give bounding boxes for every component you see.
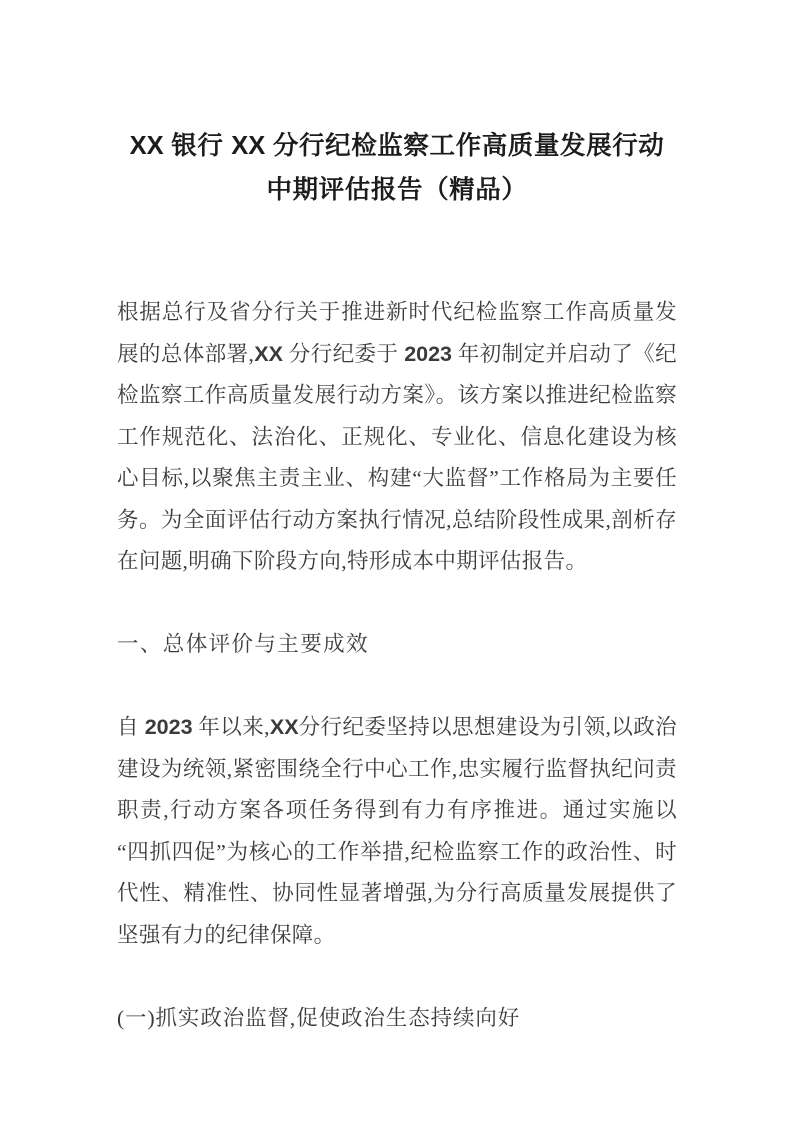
cjk-run: 分行纪委坚持以思想建设为引领,以政治建设为统领,紧密围绕全行中心工作,忠实履行监督执纪问责职责,行动方案各项任务得到有力有序推进。通过实施以“四抓四促”为核心的工作举措,纪检监察工作的政治性、时代性、精准性、协同性显著增强,为分行高质量发展提供了坚强有力的纪律保障。 xyxy=(117,715,677,947)
cjk-run: 自 xyxy=(117,715,145,739)
latin-run: XX xyxy=(231,132,266,160)
latin-run: XX xyxy=(269,715,299,739)
cjk-run: 年以来, xyxy=(192,715,270,739)
latin-run: XX xyxy=(129,132,164,160)
latin-run: XX xyxy=(254,341,283,366)
cjk-run: 年初制定并启动了《纪检监察工作高质量发展行动方案》。该方案以推进纪检监察工作规范化、法治化、正规化、专业化、信息化建设为核心目标,以聚焦主责主业、构建“大监督”工作格局为主要任务。为全面评估行动方案执行情况,总结阶段性成果,剖析存在问题,明确下阶段方向,特形成本中期评估报告。 xyxy=(117,341,677,573)
cjk-run: 根据总行及省分行关于推进新时代纪检监察工作高质量发展的总体部署, xyxy=(117,300,677,366)
document-content xyxy=(117,0,677,1039)
lead-paragraph xyxy=(117,292,677,583)
page-title xyxy=(117,0,677,212)
cjk-run: 银行 xyxy=(163,132,232,160)
latin-run: 2023 xyxy=(144,715,193,739)
section-heading-overall-evaluation: 一、总体评价与主要成效 xyxy=(117,632,369,656)
latin-run: 2023 xyxy=(404,341,453,366)
cjk-run: 分行纪委于 xyxy=(282,341,405,366)
cjk-run: 分行纪检监察工作高质量发展行动中期评估报告（精品） xyxy=(265,132,665,204)
body-paragraph-achievements xyxy=(117,707,677,956)
sub-heading-political-supervision: (一)抓实政治监督,促使政治生态持续向好 xyxy=(117,1005,521,1030)
